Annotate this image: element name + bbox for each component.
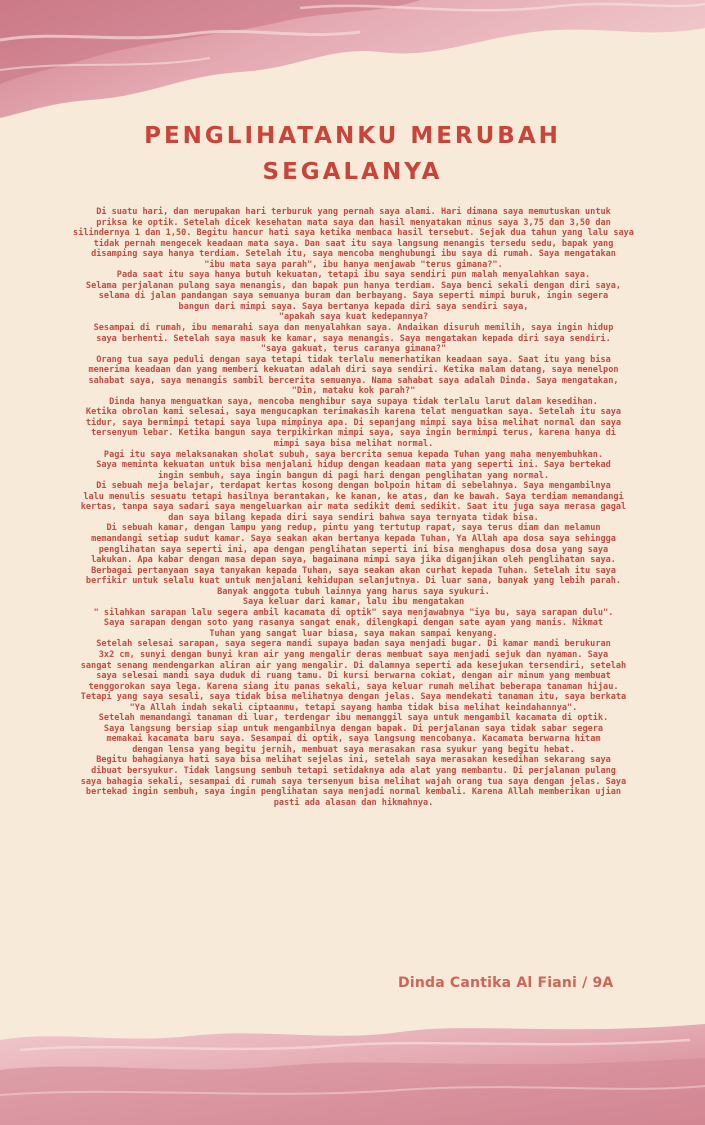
story-line: Dinda hanya menguatkan saya, mencoba menghibur saya supaya tidak terlalu larut dalam kesedihan. — [109, 396, 598, 407]
story-line: " silahkan sarapan lalu segera ambil kacamata di optik" saya menjawabnya "iya bu, saya sarapan dulu". — [93, 607, 614, 618]
story-line: sangat senang mendengarkan aliran air yang mengalir. Di dalamnya seperti ada kesejukan tersendiri, setelah — [80, 660, 627, 671]
story-line: "Din, mataku kok parah?" — [291, 386, 416, 397]
title-line-1: PENGLIHATANKU MERUBAH — [144, 123, 561, 149]
story-line: Setelah memandangi tanaman di luar, terdengar ibu memanggil saya untuk mengambil kacamata di optik. — [98, 713, 609, 724]
story-line: Saya sarapan dengan soto yang rasanya sangat enak, dilengkapi dengan sate ayam yang manis. Nikmat — [103, 618, 604, 629]
story-line: pasti ada alasan dan hikmahnya. — [273, 797, 434, 808]
story-line: tidak pernah mengecek keadaan mata saya. Dan saat itu saya langsung menangis tersedu sedu, bapak yang — [93, 238, 614, 249]
story-line: memandangi setiap sudut kamar. Saya seakan akan bertanya kepada Tuhan, Ya Allah apa dosa saya sehingga — [91, 533, 616, 544]
story-line: dengan lensa yang begitu jernih, membuat saya merasakan rasa syukur yang begitu hebat. — [132, 744, 575, 755]
story-line: mimpi saya bisa melihat normal. — [273, 439, 434, 450]
story-line: Sesampai di rumah, ibu memarahi saya dan menyalahkan saya. Andaikan disuruh memilih, saya ingin hidup — [93, 323, 614, 334]
story-line: "ibu mata saya parah", ibu hanya menjawab "terus gimana?". — [204, 259, 503, 270]
story-line: Selama perjalanan pulang saya menangis, dan bapak pun hanya terdiam. Saya benci sekali dengan diri saya, — [85, 280, 622, 291]
author-signature: Dinda Cantika Al Fiani / 9A — [398, 975, 614, 991]
story-line: lalu menulis sesuatu tetapi hasilnya berantakan, ke kanan, ke atas, dan ke bawah. Saya terdiam memandangi — [83, 491, 624, 502]
story-line: 3x2 cm, sunyi dengan bunyi kran air yang mengalir deras membuat saya menjadi sejuk dan nyaman. Saya — [98, 649, 609, 660]
story-line: saya bahagia sekali, sesampai di rumah saya tersenyum bisa melihat wajah orang tua saya dengan jelas. Saya — [80, 776, 627, 787]
story-line: "apakah saya kuat kedepannya? — [278, 312, 429, 323]
story-line: Di sebuah kamar, dengan lampu yang redup, pintu yang tertutup rapat, saya terus diam dan melamun — [106, 523, 601, 534]
page-title — [0, 118, 705, 190]
story-line: tersenyum lebar. Ketika bangun saya terpikirkan mimpi saya, saya ingin bermimpi terus, karena hanya di — [91, 428, 616, 439]
story-line: Pagi itu saya melaksanakan sholat subuh, saya bercrita semua kepada Tuhan yang maha menyembuhkan. — [103, 449, 604, 460]
story-line: Di suatu hari, dan merupakan hari terburuk yang pernah saya alami. Hari dimana saya memutuskan untuk — [96, 207, 611, 217]
story-line: Saya meminta kekuatan untuk bisa menjalani hidup dengan keadaan mata yang seperti ini. Saya bertekad — [96, 460, 611, 471]
title-line-2: SEGALANYA — [262, 159, 443, 185]
pink-brush-stroke-top — [0, 0, 705, 130]
story-line: Di sebuah meja belajar, terdapat kertas kosong dengan bolpoin hitam di sebelahnya. Saya mengambilnya — [96, 481, 611, 492]
story-line: tenggorokan saya lega. Karena siang itu panas sekali, saya keluar rumah melihat beberapa tanaman hijau. — [88, 681, 619, 692]
story-line: sahabat saya, saya menangis sambil bercerita semuanya. Nama sahabat saya adalah Dinda. Saya mengatakan, — [88, 375, 619, 386]
story-line: dibuat bersyukur. Tidak langsung sembuh tetapi setidaknya ada alat yang membantu. Di perjalanan pulang — [91, 765, 616, 776]
story-line: tidur, saya bermimpi tetapi saya lupa mimpinya apa. Di sepanjang mimpi saya bisa melihat normal dan saya — [85, 417, 622, 428]
story-line: Saya langsung bersiap siap untuk mengambilnya dengan bapak. Di perjalanan saya tidak sabar segera — [103, 723, 604, 734]
story-line: Pada saat itu saya hanya butuh kekuatan, tetapi ibu saya sendiri pun malah menyalahkan saya. — [116, 270, 591, 281]
story-line: bangun dari mimpi saya. Saya bertanya kepada diri saya sendiri saya, — [178, 301, 529, 312]
story-line: dan saya bilang kepada diri saya sendiri bahwa saya ternyata tidak bisa. — [168, 512, 539, 523]
story-line: Begitu bahagianya hati saya bisa melihat sejelas ini, setelah saya merasakan kesedihan sekarang saya — [96, 755, 611, 766]
story-line: "saya gakuat, terus caranya gimana?" — [260, 344, 447, 355]
story-line: penglihatan saya seperti ini, apa dengan penglihatan seperti ini bisa menghapus dosa dosa yang saya — [98, 544, 609, 555]
story-line: Saya keluar dari kamar, lalu ibu mengatakan — [242, 597, 465, 608]
story-line: disamping saya hanya terdiam. Setelah itu, saya mencoba menghubungi ibu saya di rumah. Saya mengatakan — [91, 249, 616, 260]
story-line: selama di jalan pandangan saya semuanya buram dan berbayang. Saya seperti mimpi buruk, ingin segera — [98, 291, 609, 302]
story-line: menerima keadaan dan yang memberi kekuatan adalah diri saya sendiri. Ketika malam datang, saya menelpon — [88, 365, 619, 376]
story-body — [26, 207, 681, 808]
story-line: Berbagai pertanyaan saya tanyakan kepada Tuhan, saya seakan akan curhat kepada Tuhan. Setelah itu saya — [91, 565, 616, 576]
story-line: Orang tua saya peduli dengan saya tetapi tidak terlalu memerhatikan keadaan saya. Saat itu yang bisa — [96, 354, 611, 365]
story-line: silindernya 1 dan 1,50. Begitu hancur hati saya ketika membaca hasil tersebut. Sejak dua tahun yang lalu saya — [73, 228, 634, 239]
story-line: saya berhenti. Setelah saya masuk ke kamar, saya menangis. Saya mengatakan kepada diri saya sendiri. — [96, 333, 611, 344]
story-line: Setelah selesai sarapan, saya segera mandi supaya badan saya menjadi bugar. Di kamar mandi berukuran — [96, 639, 611, 650]
story-line: "Ya Allah indah sekali ciptaanmu, tetapi sayang hamba tidak bisa melihat keindahannya". — [129, 702, 578, 713]
story-line: berfikir untuk selalu kuat untuk menjalani kehidupan selanjutnya. Di luar sana, banyak yang lebih parah. — [85, 576, 622, 587]
story-line: ingin sembuh, saya ingin bangun di pagi hari dengan penglihatan yang normal. — [157, 470, 550, 481]
story-line: kertas, tanpa saya sadari saya mengeluarkan air mata sedikit demi sedikit. Saat itu juga saya merasa gagal — [80, 502, 627, 513]
story-line: Banyak anggota tubuh lainnya yang harus saya syukuri. — [217, 586, 490, 597]
story-line: Tuhan yang sangat luar biasa, saya makan sampai kenyang. — [209, 628, 498, 639]
story-line: Ketika obrolan kami selesai, saya mengucapkan terimakasih karena telat menguatkan saya. Setelah itu saya — [85, 407, 622, 418]
story-line: memakai kacamata baru saya. Sesampai di optik, saya langsung mencobanya. Kacamata berwarna hitam — [106, 734, 601, 745]
story-line: saya selesai mandi saya duduk di ruang tamu. Di kursi berwarna cokiat, dengan air minum yang membuat — [96, 671, 611, 682]
story-line: priksa ke optik. Setelah dicek kesehatan mata saya dan hasil menyatakan minus saya 3,75 dan 3,50 dan — [96, 217, 611, 228]
story-line: lakukan. Apa kabar dengan masa depan saya, bagaimana mimpi saya jika diganjikan oleh penglihatan saya. — [91, 555, 616, 566]
pink-brush-stroke-bottom — [0, 1010, 705, 1125]
story-line: Tetapi yang saya sesali, saya tidak bisa melihatnya dengan jelas. Saya mendekati tanaman itu, saya berkata — [80, 692, 627, 703]
story-line: bertekad ingin sembuh, saya ingin penglihatan saya menjadi normal kembali. Karena Allah memberikan ujian — [85, 787, 622, 798]
